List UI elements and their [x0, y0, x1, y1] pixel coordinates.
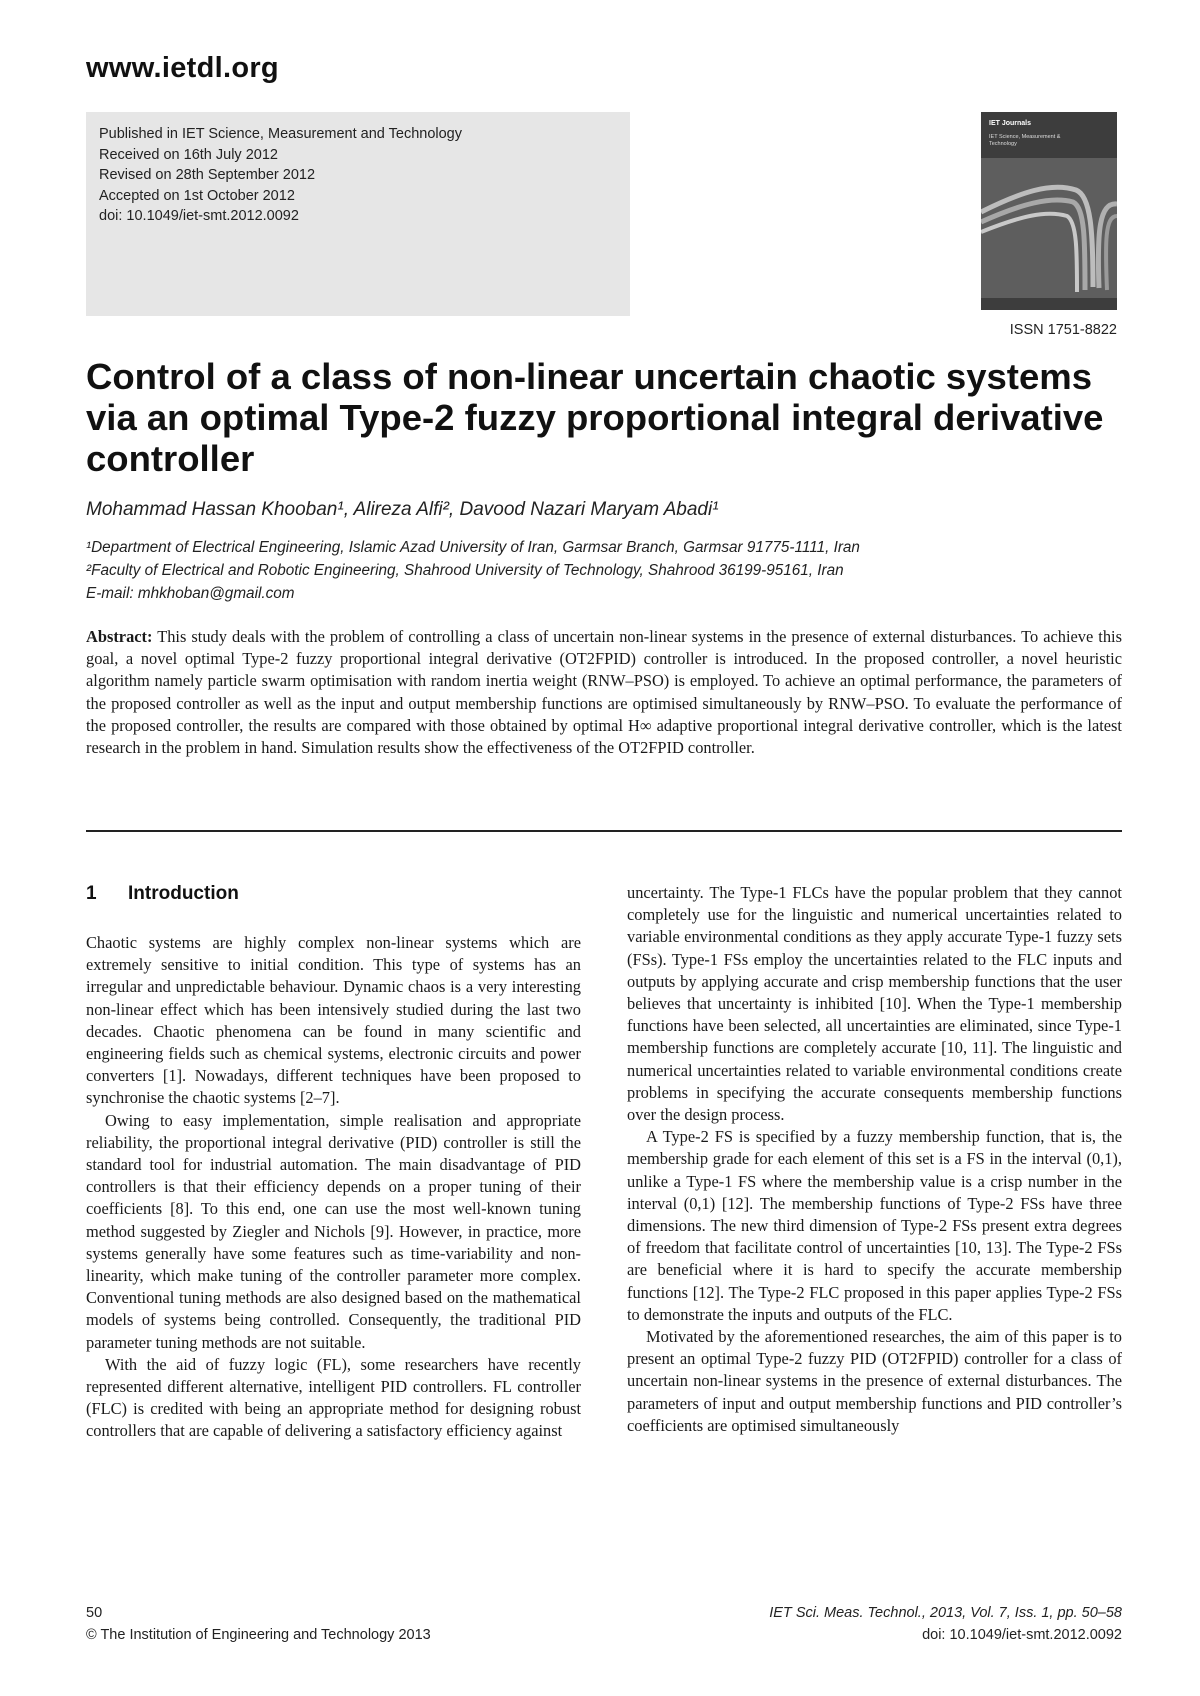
publication-info-box [86, 112, 630, 316]
paragraph: A Type-2 FS is specified by a fuzzy membership function, that is, the membership grade for each element of this set is a FS in the interval (0,1), unlike a Type-1 FS where the membership value is a crisp number in the interval (0,1) [12]. The membership functions of Type-2 FSs have three dimensions. The new third dimension of Type-2 FSs present extra degrees of freedom that facilitate control of uncertainties [10, 13]. The Type-2 FSs are beneficial where it is hard to specify the accurate membership functions [12]. The Type-2 FLC proposed in this paper applies Type-2 FSs to demonstrate the inputs and outputs of the FLC. [627, 1127, 1122, 1324]
paragraph: Owing to easy implementation, simple realisation and appropriate reliability, the proportional integral derivative (PID) controller is still the standard tool for industrial automation. The main disadvantage of PID controllers is that their efficiency depends on a proper tuning of their coefficients [8]. To this end, one can use the most well-known tuning method suggested by Ziegler and Nichols [9]. However, in practice, more systems generally have some features such as time-variability and non-linearity, which make tuning of the controller parameter more complex. Conventional tuning methods are also designed based on the mathematical models of systems being controlled. Consequently, the traditional PID parameter tuning methods are not suitable. [86, 1110, 581, 1352]
revised-date: Revised on 28th September 2012 [99, 167, 316, 183]
journal-cover-image [981, 112, 1117, 310]
cover-brand: IET Journals [989, 120, 1032, 127]
authors: Mohammad Hassan Khooban¹, Alireza Alfi², Davood Nazari Maryam Abadi¹ [86, 499, 719, 520]
paragraph: Motivated by the aforementioned researches, the aim of this paper is to present an optimal Type-2 fuzzy PID (OT2FPID) controller for a class of uncertain non-linear systems in the presence of external disturbances. The parameters of input and output membership functions and PID controller’s coefficients are optimised simultaneously [627, 1327, 1122, 1435]
issn: ISSN 1751-8822 [1009, 322, 1117, 338]
received-date: Received on 16th July 2012 [99, 146, 278, 163]
paragraph: With the aid of fuzzy logic (FL), some researchers have recently represented different alternative, intelligent PID controllers. FL controller (FLC) is credited with being an appropriate method for designing robust controllers that are capable of delivering a satisfactory efficiency against [86, 1354, 581, 1441]
abstract-label: Abstract: [86, 627, 153, 646]
paper-title: Control of a class of non-linear uncertain chaotic systems via an optimal Type-2 fuzzy proportional integral derivative controller [86, 356, 1104, 479]
abstract-text: This study deals with the problem of controlling a class of uncertain non-linear systems in the presence of external disturbances. To achieve this goal, a novel optimal Type-2 fuzzy proportional integral derivative (OT2FPID) controller is introduced. In the proposed controller, a novel heuristic algorithm namely particle swarm optimisation with random inertia weight (RNW–PSO) is employed. To achieve an optimal performance, the parameters of the proposed controller as well as the input and output membership functions are optimised simultaneously by RNW–PSO. To evaluate the performance of the proposed controller, the results are compared with those obtained by optimal H∞ adaptive proportional integral derivative controller, which is the latest research in the problem in hand. Simulation results show the effectiveness of the OT2FPID controller. [86, 627, 1122, 758]
paragraph: uncertainty. The Type-1 FLCs have the popular problem that they cannot completely use for the linguistic and numerical uncertainties related to variable environmental conditions as they apply accurate Type-1 fuzzy sets (FSs). Type-1 FSs employ the uncertainties related to the FLC inputs and outputs by applying accurate and crisp membership functions that the user believes that uncertainty is inhibited [10]. When the Type-1 membership functions have been selected, all uncertainties are eliminated, since Type-1 membership functions are completely accurate [10, 11]. The linguistic and numerical uncertainties related to variable environmental conditions create problems in specifying the accurate consequents membership functions over the design process. [627, 883, 1122, 1125]
paragraph: Chaotic systems are highly complex non-linear systems which are extremely sensitive to initial condition. This type of systems has an irregular and unpredictable behaviour. Dynamic chaos is a very interesting non-linear effect which has been intensively studied during the last two decades. Chaotic phenomena can be found in many scientific and engineering fields such as chemical systems, electronic circuits and power converters [1]. Nowadays, different techniques have been proposed to synchronise the chaotic systems [2–7]. [86, 933, 581, 1108]
site-url[interactable]: www.ietdl.org [86, 52, 279, 84]
affiliation-2: ²Faculty of Electrical and Robotic Engineering, Shahrood University of Technology, Shahrood 36199-95161, Iran [86, 562, 844, 579]
citation: IET Sci. Meas. Technol., 2013, Vol. 7, Iss. 1, pp. 50–58 [769, 1605, 1122, 1621]
accepted-date: Accepted on 1st October 2012 [99, 187, 295, 204]
page-number: 50 [86, 1605, 103, 1621]
email[interactable]: E-mail: mhkhoban@gmail.com [86, 585, 295, 602]
published-in: Published in IET Science, Measurement and Technology [99, 126, 462, 142]
left-column [86, 882, 581, 1443]
doi: doi: 10.1049/iet-smt.2012.0092 [99, 208, 299, 224]
abstract [86, 626, 1122, 759]
section-divider [86, 830, 1122, 832]
section-number: 1 [86, 883, 97, 904]
section-heading [86, 882, 581, 906]
affiliation-1: ¹Department of Electrical Engineering, Islamic Azad University of Iran, Garmsar Branch, Garmsar 91775-1111, Iran [86, 539, 860, 556]
footer-doi: doi: 10.1049/iet-smt.2012.0092 [922, 1627, 1122, 1643]
section-title: Introduction [128, 883, 239, 904]
right-column [627, 882, 1122, 1437]
cover-title: IET Science, Measurement & Technology [989, 134, 1061, 147]
copyright: © The Institution of Engineering and Technology 2013 [86, 1627, 431, 1643]
